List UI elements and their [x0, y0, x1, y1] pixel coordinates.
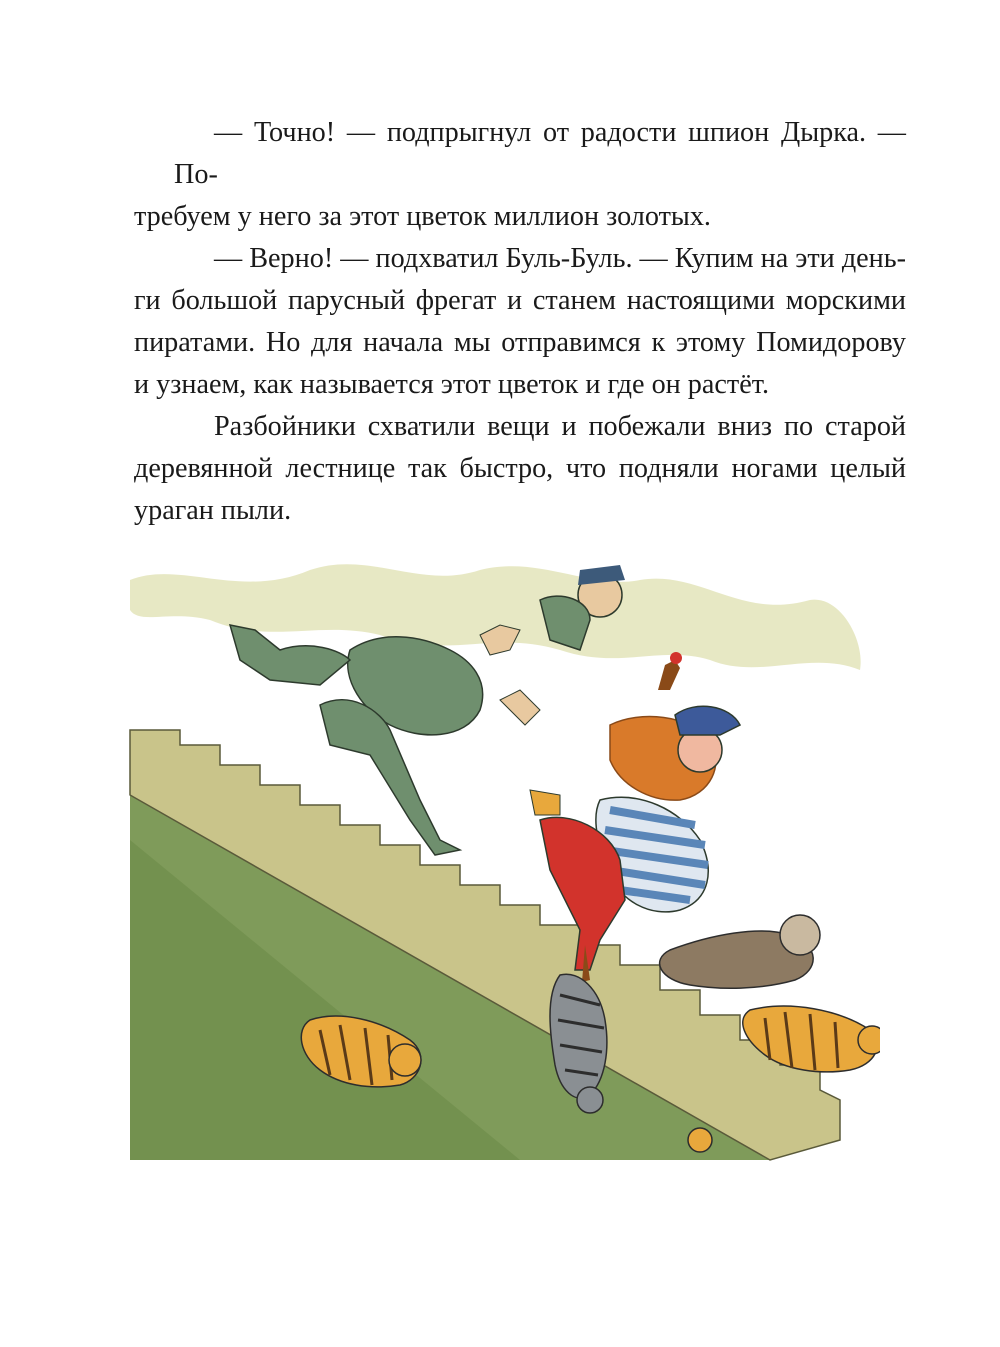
paragraph-2 [134, 238, 906, 406]
text-line: и узнаем, как называется этот цветок и где он растёт. [134, 369, 769, 400]
illustration-staircase-chase [120, 540, 880, 1190]
paragraph-3 [134, 406, 906, 532]
story-text [134, 112, 906, 532]
cat-brown-right [660, 915, 820, 988]
text-line: деревянной лестнице так быстро, что подняли ногами целый [134, 453, 906, 484]
cat-peeking [688, 1128, 712, 1152]
text-line: — Верно! — подхватил Буль-Буль. — Купим на эти день- [214, 243, 906, 274]
text-line: Разбойники схватили вещи и побежали вниз по старой [214, 411, 906, 442]
paragraph-1 [134, 112, 906, 238]
text-line: пиратами. Но для начала мы отправимся к этому Помидорову [134, 327, 906, 358]
text-line: требуем у него за этот цветок миллион золотых. [134, 201, 711, 232]
text-line: ураган пыли. [134, 495, 292, 526]
text-line: ги большой парусный фрегат и станем настоящими морскими [134, 285, 906, 316]
text-line: — Точно! — подпрыгнул от радости шпион Дырка. — По- [174, 117, 906, 190]
